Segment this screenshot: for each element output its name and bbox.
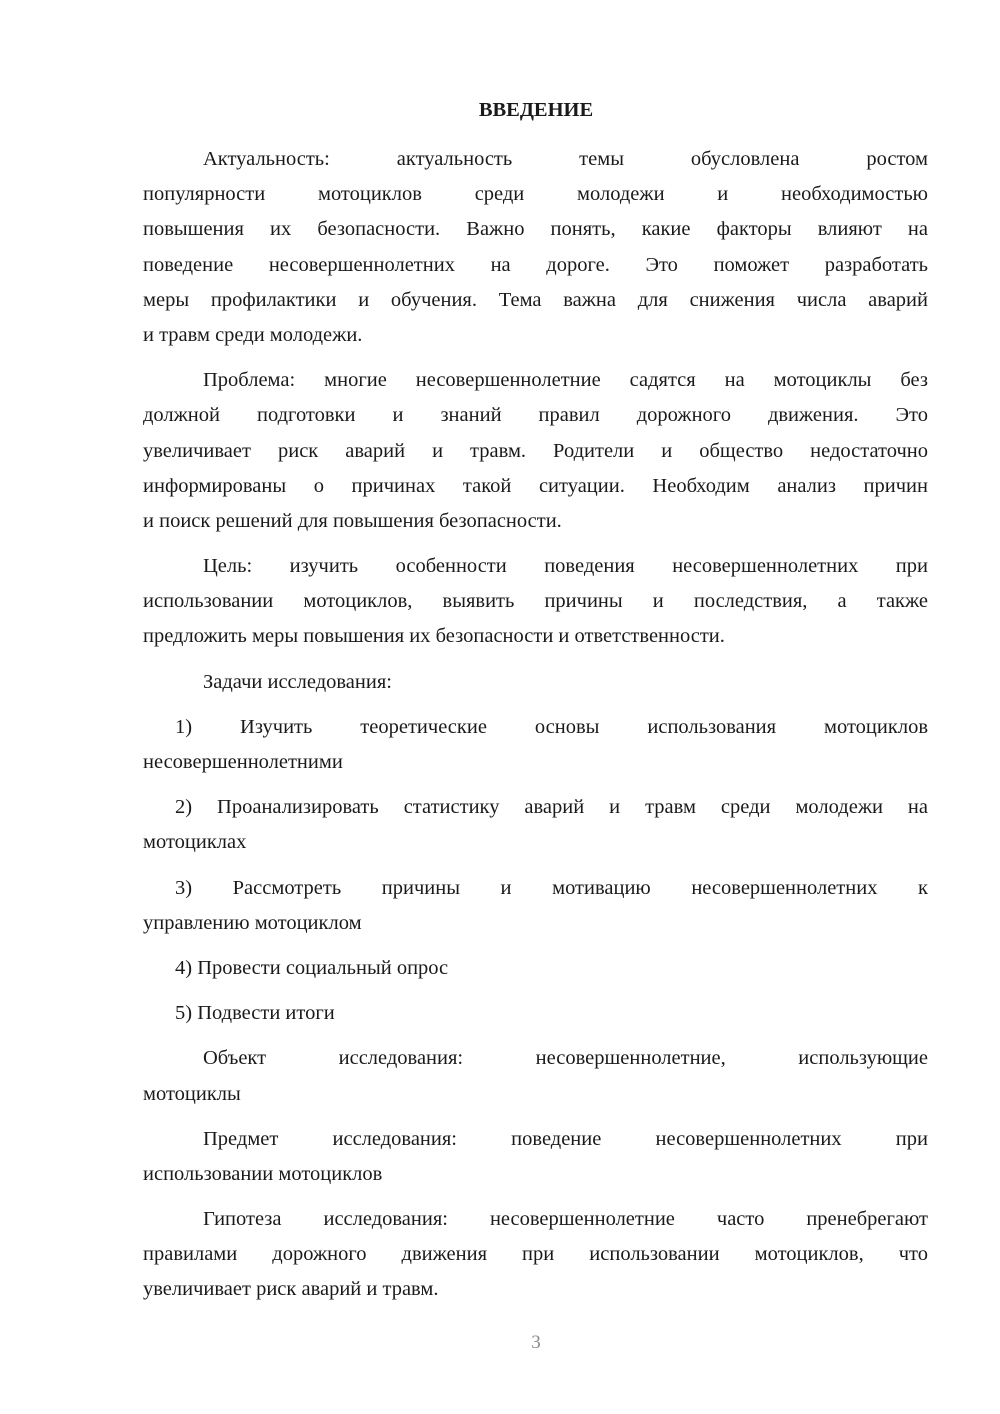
text-line: Цель: изучить особенности поведения несовершеннолетних при: [203, 555, 928, 578]
text-line: мотоциклы: [143, 1082, 241, 1105]
text-line: управлению мотоциклом: [143, 911, 362, 934]
text-line: меры профилактики и обучения. Тема важна для снижения числа аварий: [143, 288, 928, 311]
paragraph: [143, 363, 928, 539]
text-line: мотоциклах: [143, 831, 247, 854]
text-line: 2) Проанализировать статистику аварий и травм среди молодежи на: [175, 796, 928, 819]
text-line: Актуальность: актуальность темы обусловлена ростом: [203, 148, 928, 170]
paragraph: [143, 1041, 928, 1111]
text-line: несовершеннолетними: [143, 751, 343, 773]
list-item: [143, 871, 928, 941]
text-line: 1) Изучить теоретические основы использования мотоциклов: [175, 715, 928, 738]
list-item: [143, 951, 928, 986]
text-line: использовании мотоциклов: [143, 1162, 383, 1185]
text-line: правилами дорожного движения при использовании мотоциклов, что: [143, 1243, 928, 1266]
paragraph: [143, 549, 928, 655]
text-line: Гипотеза исследования: несовершеннолетние часто пренебрегают: [203, 1208, 928, 1231]
list-item: [143, 790, 928, 860]
text-line: 4) Провести социальный опрос: [175, 956, 449, 979]
text-line: повышения их безопасности. Важно понять, какие факторы влияют на: [143, 218, 928, 241]
text-line: Проблема: многие несовершеннолетние садятся на мотоциклы без: [203, 369, 928, 392]
text-line: популярности мотоциклов среди молодежи и необходимостью: [143, 183, 928, 206]
text-line: должной подготовки и знаний правил дорожного движения. Это: [143, 404, 928, 427]
text-line: увеличивает риск аварий и травм.: [143, 1278, 439, 1301]
list-item: [143, 996, 928, 1031]
list-item: [143, 710, 928, 780]
text-line: 5) Подвести итоги: [175, 1002, 335, 1025]
text-line: поведение несовершеннолетних на дороге. Это поможет разработать: [143, 253, 928, 276]
page-number: 3: [531, 1332, 541, 1353]
paragraph: [143, 1202, 928, 1308]
text-line: информированы о причинах такой ситуации. Необходим анализ причин: [143, 474, 928, 497]
text-line: использовании мотоциклов, выявить причины и последствия, а также: [143, 590, 928, 613]
text-line: Задачи исследования:: [203, 670, 392, 693]
text-line: 3) Рассмотреть причины и мотивацию несовершеннолетних к: [175, 876, 928, 899]
document-body: [143, 142, 928, 1308]
paragraph: [143, 665, 928, 700]
text-line: и поиск решений для повышения безопасности.: [143, 509, 562, 532]
section-title: ВВЕДЕНИЕ: [478, 99, 594, 121]
paragraph: [143, 142, 928, 353]
text-line: и травм среди молодежи.: [143, 323, 363, 346]
text-line: Объект исследования: несовершеннолетние, использующие: [203, 1047, 928, 1070]
text-line: предложить меры повышения их безопасности и ответственности.: [143, 625, 725, 648]
text-line: увеличивает риск аварий и травм. Родители и общество недостаточно: [143, 439, 928, 462]
paragraph: [143, 1122, 928, 1192]
text-line: Предмет исследования: поведение несовершеннолетних при: [203, 1127, 928, 1150]
